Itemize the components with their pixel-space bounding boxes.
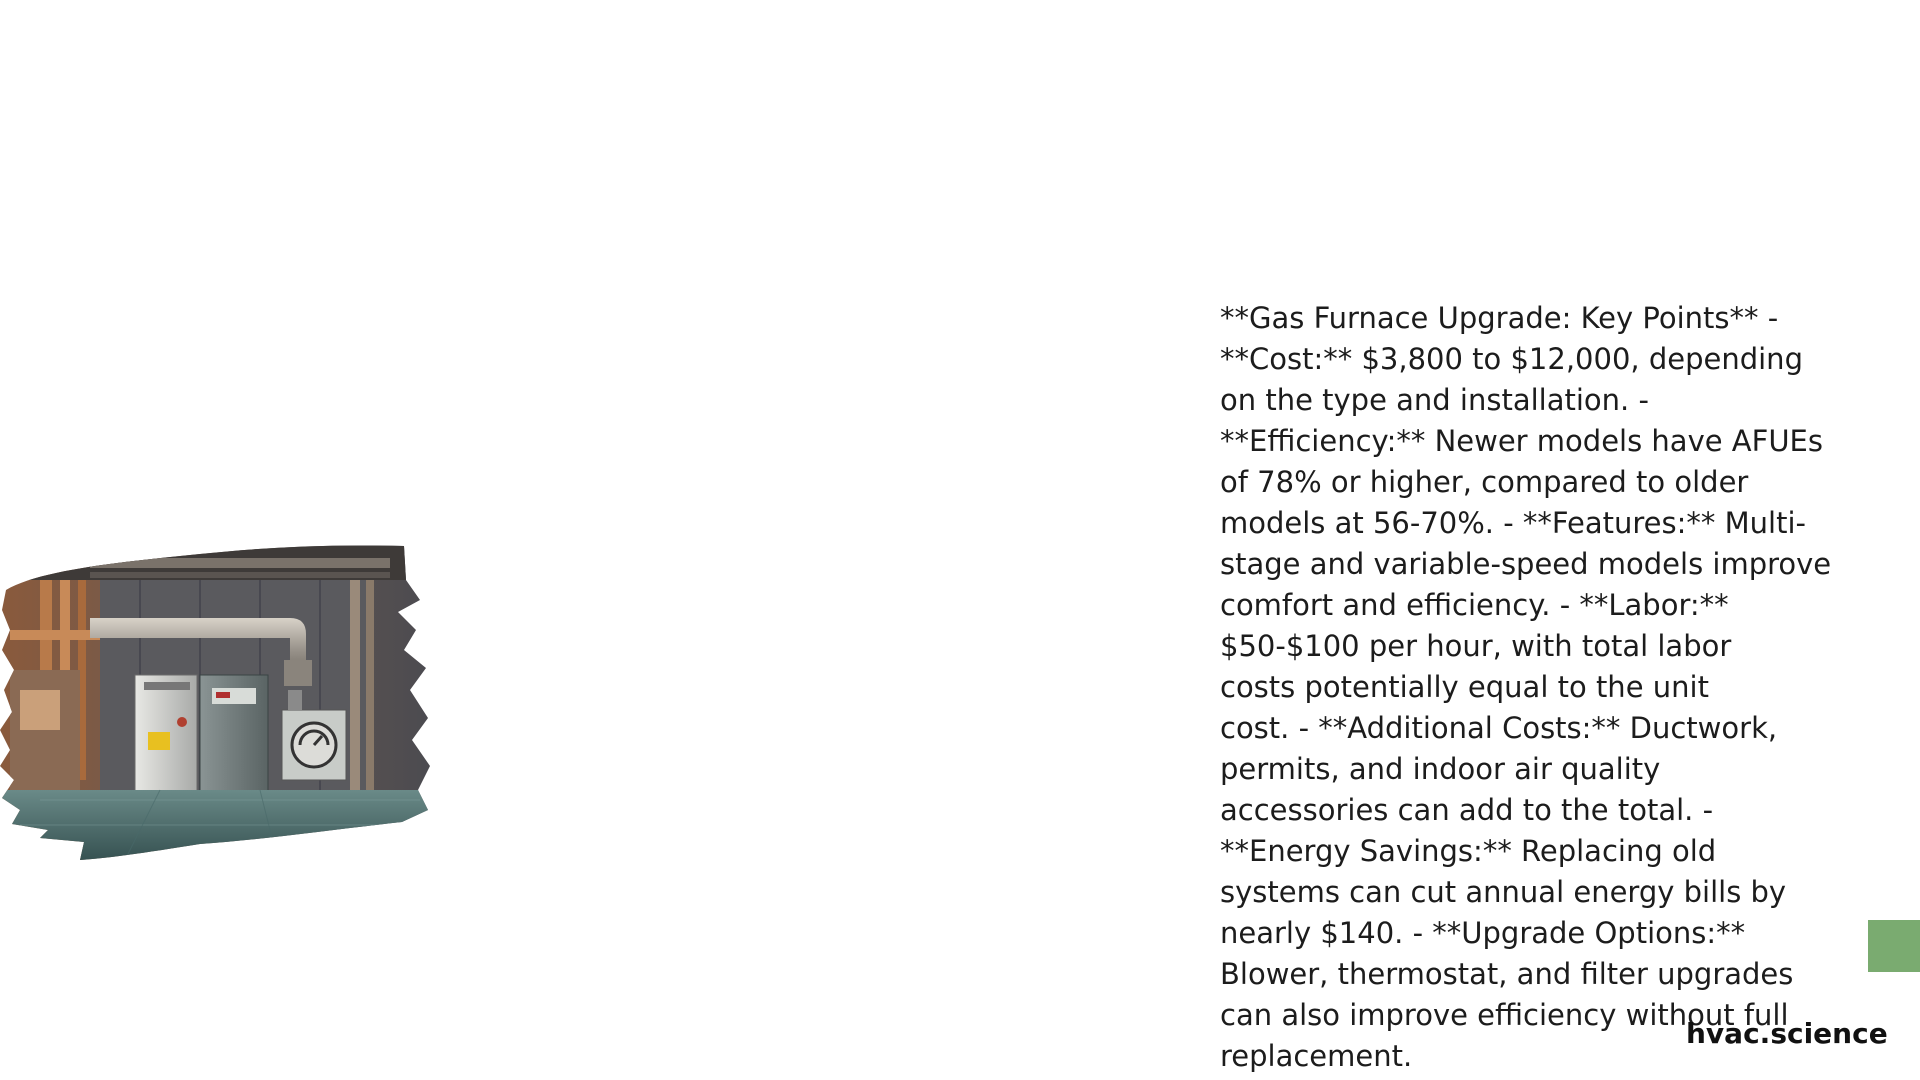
text-line: **Cost:** $3,800 to $12,000, depending xyxy=(1220,342,1803,376)
text-line: **Gas Furnace Upgrade: Key Points** - xyxy=(1220,301,1779,335)
text-line: permits, and indoor air quality xyxy=(1220,752,1661,786)
text-line: accessories can add to the total. - xyxy=(1220,793,1714,827)
text-line: $50-$100 per hour, with total labor xyxy=(1220,629,1732,663)
text-line: nearly $140. - **Upgrade Options:** xyxy=(1220,916,1746,950)
text-line: can also improve efficiency without full xyxy=(1220,998,1789,1032)
text-line: **Energy Savings:** Replacing old xyxy=(1220,834,1717,868)
accent-square xyxy=(1868,920,1920,972)
key-points-text xyxy=(1220,298,1860,1077)
furnace-room-illustration xyxy=(0,540,440,870)
text-line: **Efficiency:** Newer models have AFUEs xyxy=(1220,424,1823,458)
brand-watermark: hvac.science xyxy=(1686,1017,1888,1050)
text-line: replacement. xyxy=(1220,1039,1413,1073)
text-line: cost. - **Additional Costs:** Ductwork, xyxy=(1220,711,1778,745)
text-line: stage and variable-speed models improve xyxy=(1220,547,1832,581)
text-line: costs potentially equal to the unit xyxy=(1220,670,1709,704)
text-line: on the type and installation. - xyxy=(1220,383,1649,417)
text-line: models at 56-70%. - **Features:** Multi- xyxy=(1220,506,1806,540)
text-line: Blower, thermostat, and filter upgrades xyxy=(1220,957,1794,991)
furnace-illustration-svg xyxy=(0,540,440,870)
text-line: of 78% or higher, compared to older xyxy=(1220,465,1749,499)
text-line: comfort and efficiency. - **Labor:** xyxy=(1220,588,1729,622)
text-line: systems can cut annual energy bills by xyxy=(1220,875,1787,909)
